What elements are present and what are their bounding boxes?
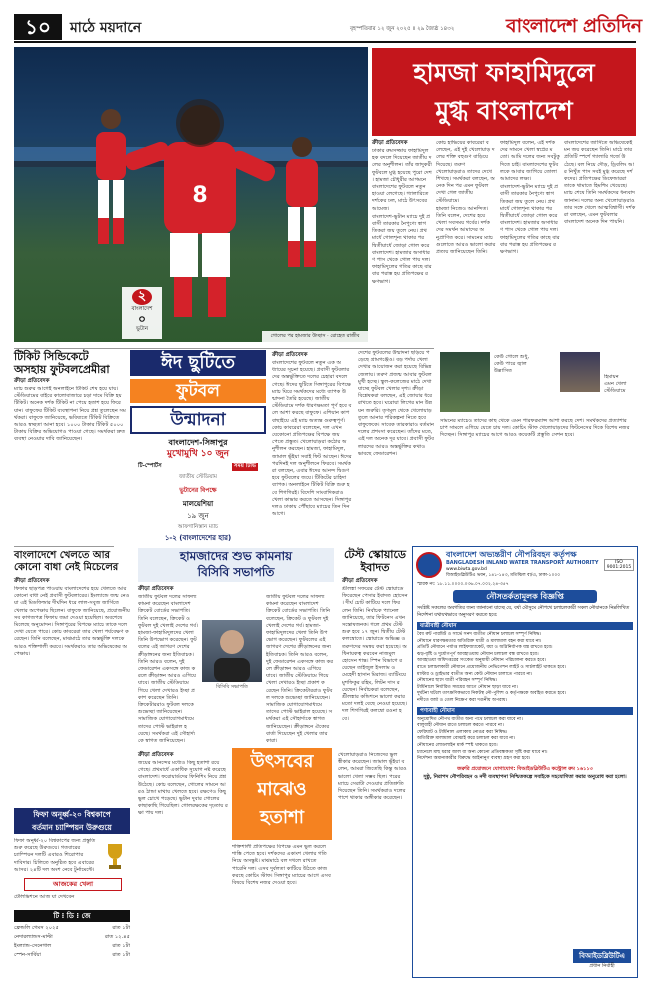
schedule-event: নেদারল্যান্ডস-মাল্টা [14,934,53,940]
ad-item: অনুমোদিত নৌপথ ব্যতীত অন্য পথে চলাচল করা যাবে না। [417,716,523,722]
ad-title: নৌসতর্কতামূলক বিজ্ঞপ্তি [453,590,597,603]
utsab-headline-1: উৎসবের [250,751,314,772]
team-away: ভুটান [136,326,148,332]
migration-body: ফিফার ছাড়পত্র পাওয়ায় বাংলাদেশের হয়ে খেলতে আর কোনো বাধা নেই প্রবাসী ফুটবলারের। ইংল্যান্ডে জন্ম নেওয়া এই মিডফিল্ডার দীর্ঘদিন ধরে লাল-সবুজ জার্সিতে খেলার অপেক্ষায় ছিলেন। বাফুফে জানিয়েছে, প্রয়োজনীয় সব কাগজপত্র ফিফায় জমা দেওয়া হয়েছিল। অবশেষে মিলেছে অনুমোদন। সিঙ্গাপুরের বিপক্ষে ম্যাচে তাকে দলে দেখা যেতে পারে। কোচ কাবরেরা তার খেলা পর্যবেক্ষণ করেছেন। তিনি বলেছেন, মাঝমাঠে তার অন্তর্ভুক্তি দলকে আরও শক্তিশালী করবে। সমর্থকরাও তার অভিষেকের অপেক্ষায়। [14,586,130,657]
eid-match-date: মুখোমুখি ১০ জুন [167,449,229,459]
ad-section-2: পণ্যবাহী নৌযান [417,707,633,715]
ad-item: আবহাওয়া অধিদপ্তরের সংকেত অনুযায়ী নৌযান পরিচালনা করতে হবে। [417,658,546,664]
photo-caption-bar: গোলের পর হামজার উচ্ছাস · রোহেত রাজীব [262,331,368,342]
eid-next-label: মালয়েশিয়া [182,500,214,508]
utsab-body-left: জয়ের আনন্দের মধ্যেও কিছু হতাশা রয়ে গেছে। প্রথমার্ধে একাধিক সুযোগ নষ্ট করেছে বাংলাদেশ। ফরোয়ার্ডদের ফিনিশিং নিয়ে প্রশ্ন উঠেছে। কোচ বলেছেন, গোলের সামনে আরও ঠান্ডা মাথায় খেলতে হবে। রক্ষণেও কিছু ভুল চোখে পড়েছে। ভুটান দুবার গোলের কাছাকাছি গিয়েছিল। গোলরক্ষকের দৃঢ়তায় রক্ষা পায় দল। [138,760,228,817]
ad-item: মাস্টার ও ড্রাইভার ব্যতীত অন্য কেউ নৌযান চালাতে পারবে না। [417,671,533,677]
lead-body-col-3 [500,140,560,348]
utsab-headline-2: মাঝেও [257,779,307,800]
migration-headline-line-2: কোনো বাধা নেই মিচেলের [14,562,119,573]
eid-line-2: ফুটবল [130,379,266,403]
team-home: বাংলাদেশ [131,306,153,312]
photo-credit: রোহেত রাজীব [330,333,360,339]
ad-footer: সুষ্ঠু, নিরাপদ নৌপরিবহন ও নদী ব্যবস্থাপনা নিশ্চিতকল্পে সবাইকে সহযোগিতা করার অনুরোধ করা হলো। [423,773,627,780]
lead-paragraph: হামজা নিজেও আনন্দিত। তিনি বলেন, দেশের হয়ে খেলা সবসময় গর্বের। দর্শকদের সমর্থন আমাদের অনুপ্রাণিত করে। সামনের ম্যাচগুলোতে আরও ভালো করার প্রত্যয় জানিয়েছেন তিনি। [436,205,496,256]
ad-sign [573,949,631,971]
ad-item: নদীতে বর্জ্য ও তেল নিক্ষেপ করা দণ্ডনীয় অপরাধ। [417,697,508,703]
fifa-headline [14,808,130,834]
fifa-body: ফিফা অনূর্ধ্ব-২০ বিশ্বকাপের জন্য প্রস্তুতি শুরু করেছে উরুগুয়ে। গতবারের চ্যাম্পিয়ন দলটি এবারও শিরোপার দাবিদার। চিলিতে অনুষ্ঠিত হবে এবারের আসর। ২৪টি দল অংশ নেবে টুর্নামেন্টে। [14,838,96,873]
ad-item: বালুবাহী নৌযান রাতে চলাচল করতে পারবে না। [417,723,504,729]
today-box-title: টি ⁞ ডি ⁞ জে [14,910,130,922]
score-away: ০ [138,312,146,326]
ad-item: অতিরিক্ত মালামাল বোঝাই করে চলাচল করা যাবে না। [417,736,516,742]
utsab-body-right: খেলোয়াড়রাও নিজেদের ভুল স্বীকার করেছেন। জামাল ভূঁইয়া বলেন, আমরা জিতেছি কিন্তু আরও ভালো খেলা সম্ভব ছিল। পরের ম্যাচে সেরাটা দেওয়ার প্রতিশ্রুতি দিয়েছেন তিনি। সমর্থকরাও দলের পাশে থাকার অঙ্গীকার করেছেন। [338,752,407,802]
svg-text:8: 8 [192,183,208,208]
trophy-icon [102,842,128,872]
ad-item: নৌযানের লোডলাইন মার্ক স্পষ্ট থাকতে হবে। [417,742,498,748]
sponsor-somoy: সময় টিভি [233,463,256,469]
schedule-time: রাত ১টা [112,943,130,949]
biwta-logo-icon [416,552,442,578]
ticket-headline-line-2: অসহায় ফুটবলপ্রেমীরা [14,363,110,376]
side-caption-2: হিমায়ন এমন খেলা স্টেডিয়ামে [604,374,627,395]
col4-body: দেশের ফুটবলের উন্মাদনা ছড়িয়ে পড়েছে গ্রামগঞ্জেও। বড় পর্দায় খেলা দেখার আয়োজন করা হয়েছে বিভিন্ন জেলায়। তরুণ প্রজন্ম আবার ফুটবলমুখী হচ্ছে। স্কুল-কলেজের মাঠে দেখা যাচ্ছে ফুটবল খেলার দৃশ্য। ক্রীড়া বিশ্লেষকরা বলছেন, এই জোয়ার ধরে রাখতে হবে। ঘরোয়া লিগের মান উন্নয়ন জরুরি। তৃণমূল থেকে খেলোয়াড় তুলে আনার পরিকল্পনা নিতে হবে বাফুফেকে। সাবেক তারকারাও বর্তমান দলের প্রশংসা করেছেন। তাঁদের মতে, এই দল অনেক দূর যাবে। প্রবাসী ফুটবলারদের আরও অন্তর্ভুক্তির কথাও ভাবছে ফেডারেশন। [358,350,434,457]
ad-item: চ্যানেলে মাছ ধরার জাল বা অন্য কোনো প্রতিবন্ধকতা সৃষ্টি করা যাবে না। [417,749,548,755]
ad-sign-name: বিআইডব্লিউটিএ [573,949,631,963]
ad-item: ফেরিঘাট ও টার্মিনাল এলাকায় নোঙর করা নিষিদ্ধ। [417,729,508,735]
ad-item: দুর্ঘটনা ঘটলে তাৎক্ষণিকভাবে নিকটস্থ নৌ-পুলিশ ও কর্তৃপক্ষকে অবহিত করতে হবে। [417,691,567,697]
utsab-body-mid: শক্তিশালী প্রতিপক্ষের বিপক্ষে এমন ভুল করলে শাস্তি পেতে হবে। দর্শকদের একাংশ খেলার গতি নিয়ে অসন্তুষ্ট। মাঝমাঠে বল দখলে রাখতে পারেনি দল। এসব দুর্বলতা কাটিয়ে উঠতে কাজ করছে কোচিং স্টাফ। সিঙ্গাপুর ম্যাচের আগে এসব বিষয়ে বিশেষ নজর দেওয়া হবে। [232,844,331,887]
lead-body-col-2 [436,140,496,348]
eid-match: বাংলাদেশ-সিঙ্গাপুর [168,438,228,447]
score-home: ২ [132,289,152,305]
bcb-photo [202,620,262,682]
schedule-row [14,951,130,960]
eid-line-3: উন্মাদনা [130,406,266,434]
lead-body-col-1 [372,148,432,348]
fifa-headline-line-2: বর্তমান চ্যাম্পিয়ন উরুগুয়ে [32,823,112,832]
schedule-time: রাত ১২.৪৫ [104,934,130,940]
lead-paragraph: বাংলাদেশ-ভুটান ম্যাচে দুই প্রবাসী তারকার নৈপুণ্যে স্বাগতিকরা জয় তুলে নেয়। প্রথমার্ধে গোলশূন্য থাকার পর দ্বিতীয়ার্ধে জোড়া গোল করে বাংলাদেশ। হামজার অসাধারণ পাস থেকে গোল পায় দল। ফাহামিদুলের গতির কাছে বারবার পরাস্ত হয় প্রতিপক্ষের রক্ষণভাগ। [500,184,560,256]
test-byline: ক্রীড়া প্রতিবেদক [342,578,378,584]
schedule-row [14,933,130,942]
photo-caption: গোলের পর হামজার উচ্ছাস [270,333,326,339]
schedule-event: ফ্রেন্ডলি গেমস ২০২৫ [14,925,59,931]
bcb-headline-line-2: বিসিবি সভাপতি [197,565,275,579]
midcol-byline: ক্রীড়া প্রতিবেদক [272,352,308,358]
eid-next-date: ১৯ জুন [187,512,209,520]
paper-name: বাংলাদেশ প্রতিদিন [506,15,642,37]
eid-sponsors [138,463,258,471]
lead-paragraph: বাংলাদেশের জার্সিতে অভিষেকেই মন জয় করেছেন তিনি। মাঠে তার প্রতিটি স্পর্শে গ্যালারি গর্জে উঠেছে। বল নিয়ে দৌড়, ড্রিবলিং আর নিখুঁত পাস সবই মুগ্ধ করেছে দর্শকদের। প্রতিপক্ষের ডিফেন্ডাররা তাকে থামাতে হিমশিম খেয়েছে। ম্যাচ শেষে তিনি সমর্থকদের ধন্যবাদ জানান। দলের অন্য খেলোয়াড়রাও তার সঙ্গে খেলে আত্মবিশ্বাসী। দর্শকরা বলছেন, এমন ফুটবলার বাংলাদেশ অনেক দিন পায়নি। [564,140,636,226]
ad-item: টার্মিনালে নির্ধারিত সময়ের আগে নৌযান ছাড়া যাবে না। [417,684,518,690]
bcb-photo-caption: বিসিবি সভাপতি [216,684,248,690]
ad-address: বিআইডব্লিউটিএ ভবন, ১৪১-১৪৩, মতিঝিল বা/এ, ঢাকা-১০০০ [446,573,561,578]
ad-iso: ISO 9001:2015 [604,559,634,571]
lead-headline-line-2: মুগ্ধ বাংলাদেশ [435,96,573,125]
eid-last-score: ১-২ (বাংলাদেশের হার) [164,534,232,542]
eid-promo [130,350,266,540]
side-caption-1: কেউ গোলে শুধু, কেউ পারে জ্বাল উল্লাসিত [494,354,530,375]
ad-sign-title: প্রধান নির্বাহী [589,963,615,969]
side-photo [440,352,490,412]
ad-helpline: জরুরি প্রয়োজনে যোগাযোগ: বিআইডব্লিউটিএ কন্ট্রোল রুম ১৬১১৩ [457,765,593,772]
lead-paragraph: বাংলাদেশ-ভুটান ম্যাচে দুই প্রবাসী তারকার নৈপুণ্যে স্বাগতিকরা জয় তুলে নেয়। প্রথমার্ধে গোলশূন্য থাকার পর দ্বিতীয়ার্ধে জোড়া গোল করে বাংলাদেশ। হামজার অসাধারণ পাস থেকে গোল পায় দল। ফাহামিদুলের গতির কাছে বারবার পরাস্ত হয় প্রতিপক্ষের রক্ষণভাগ। [372,213,432,285]
biwta-ad [412,546,638,978]
ad-item: নৌযানে ধারণক্ষমতার অতিরিক্ত যাত্রী ও মালামাল বহন করা যাবে না। [417,638,542,644]
ad-org-bn: বাংলাদেশ অভ্যন্তরীণ নৌপরিবহন কর্তৃপক্ষ [446,550,577,559]
page-number: ১০ [25,15,51,39]
lead-paragraph: ঢাকার রুমসজ্জায় ফাহামিদুল হক বদলে দিয়েছেন জাতীয় দলের অনুশীলন। তাঁর জাদুকরী ফুটবলে মুগ্ধ হয়েছে পুরো দেশ। হামজা চৌধুরীর আগমনে বাংলাদেশের ফুটবলে নতুন হাওয়া লেগেছে। গ্যালারিতে দর্শকের ঢল, মাঠে উৎসবের আমেজ। [372,148,432,212]
eid-last-label: আফগানিস্তান ম্যাচ [177,524,219,530]
migration-headline-line-1: বাংলাদেশে খেলতে আর [14,550,111,561]
today-label: আজকের খেলা [24,878,122,891]
scoreboard [122,287,162,339]
ad-ref: স্মারক নং: ১৮.১১.০০০০.০৩৬.০৭.০০২.২৪-৩৫৭ [417,582,509,587]
today-schedule [14,924,130,960]
ad-header [413,547,637,582]
today-body: টেলিভিশনে আজ যা দেখবেন [14,894,75,900]
test-body: শ্রীলঙ্কা সফরের টেস্ট স্কোয়াডে ফিরেছেন পেসার ইবাদত হোসেন। দীর্ঘ চোট কাটিয়ে দলে ফিরলেন তিনি। নির্বাচক প্যানেল জানিয়েছে, তার ফিটনেস এখন সন্তোষজনক। গলে প্রথম টেস্ট শুরু হবে ১৭ জুন। দ্বিতীয় টেস্ট কলম্বোতে। স্কোয়াডে অভিজ্ঞ ও তরুণদের সমন্বয় করা হয়েছে। অধিনায়কত্ব করবেন নাজমুল হোসেন শান্ত। স্পিন বিভাগে রয়েছেন তাইজুল ইসলাম ও মেহেদী হাসান মিরাজ। ব্যাটিংয়ে মুশফিকুর রহিম, লিটন দাস রয়েছেন। নির্বাচকরা বলেছেন, শ্রীলঙ্কার কন্ডিশনে ভালো করার মতো দলই বেছে নেওয়া হয়েছে। দল শিগগিরই কলম্বো রওনা হবে। [342,586,408,722]
bcb-byline: ক্রীড়া প্রতিবেদক [138,586,174,592]
eid-venue: জাতীয় স্টেডিয়াম [179,474,217,480]
utsab-byline: ক্রীড়া প্রতিবেদক [138,752,174,758]
issue-date: বৃহস্পতিবার ১২ জুন ২০২৫ ॥ ২৯ জ্যৈষ্ঠ ১৪৩২ [350,26,455,32]
ad-item: ঝড়-বৃষ্টি ও দুর্যোগপূর্ণ আবহাওয়ায় নৌযান চলাচল বন্ধ রাখতে হবে। [417,651,539,657]
ad-item: নৌযানের ছাদে যাত্রী পরিবহন সম্পূর্ণ নিষিদ্ধ। [417,678,498,684]
ad-item: বৈধ রুট পারমিট ও সার্ভে সনদ ব্যতীত নৌযান চলাচল সম্পূর্ণ নিষিদ্ধ। [417,632,542,637]
schedule-event: ইংল্যান্ড-সেনেগাল [14,943,52,949]
rule [14,546,114,547]
bcb-body-2: জাতীয় ফুটবল দলের সাফল্য কামনা করেছেন বাংলাদেশ ক্রিকেট বোর্ডের সভাপতি। তিনি বলেছেন, ক্রিকেট ও ফুটবল দুই খেলাই দেশের গর্ব। হামজা-ফাহামিদুলদের খেলা তিনি উপভোগ করেছেন। ফুটবলের এই জাগরণ দেশের ক্রীড়াঙ্গনের জন্য ইতিবাচক। তিনি আরও বলেন, দুই ফেডারেশন একসঙ্গে কাজ করলে ক্রীড়াঙ্গন আরও এগিয়ে যাবে। জাতীয় স্টেডিয়ামে গিয়ে খেলা দেখারও ইচ্ছা প্রকাশ করেছেন তিনি। ক্রিকেটাররাও ফুটবল দলকে শুভেচ্ছা জানিয়েছেন। সামাজিক যোগাযোগমাধ্যমে তাদের পোস্ট ভাইরাল হয়েছে। সমর্থকরা এই সৌহার্দ্যকে স্বাগত জানিয়েছেন। ক্রীড়াঙ্গনে ঐক্যের বার্তা দিয়েছেন দুই খেলার তারকারা। [266,594,334,744]
lead-body-col-4 [564,140,636,348]
lead-paragraph: কোচ হাভিয়ের কাবরেরা বলেছেন, এই দুই খেলোয়াড় দলের শক্তি বহুগুণ বাড়িয়ে দিয়েছে। তরুণ খেলোয়াড়রাও তাদের দেখে শিখছে। সমর্থকরা বলছেন, অনেক দিন পর এমন ফুটবল দেখা গেল জাতীয় স্টেডিয়ামে। [436,140,495,204]
migration-byline: ক্রীড়া প্রতিবেদক [14,578,50,584]
lead-body-continued: সামনের ম্যাচেও তাদের কাছ থেকে এমন পারফরম্যান্স আশা করছে দেশ। সমর্থকদের প্রত্যাশার চাপ সামলে এগিয়ে যেতে চায় দল। কোচিং স্টাফ খেলোয়াড়দের ফিটনেসের দিকে বিশেষ নজর দিচ্ছেন। সিঙ্গাপুর ম্যাচের আগে আরও কয়েকটি প্রস্তুতি সেশন হবে। [440,418,630,439]
ticket-body: ম্যাচ শুরুর আগেই অনলাইনে টিকিট শেষ হয়ে যায়। স্টেডিয়ামের বাইরে কালোবাজারে চড়া দামে বিক্রি হয় টিকিট। অনেক দর্শক টিকিট না পেয়ে হতাশ হয়ে ফিরে যান। বাফুফের টিকিট ব্যবস্থাপনা নিয়ে প্রশ্ন তুলেছেন সমর্থকরা। বাফুফে জানিয়েছে, ভবিষ্যতে টিকিট বিক্রিতে আরও স্বচ্ছতা আনা হবে। ১০০০ টাকার টিকিট ৫০০০ টাকায় বিক্রির অভিযোগও পাওয়া গেছে। সমর্থকরা দ্রুত ব্যবস্থা নেওয়ার দাবি জানিয়েছেন। [14,386,126,443]
players-illustration [14,47,368,342]
ad-item: নির্দেশনা অমান্যকারীর বিরুদ্ধে আইনানুগ ব্যবস্থা গ্রহণ করা হবে। [417,756,531,762]
side-photo-2 [560,352,600,392]
person-icon [202,620,262,682]
utsab-headline-3: হতাশা [259,807,305,828]
migration-headline [14,550,134,574]
bcb-headline-line-1: হামজাদের শুভ কামনায় [179,549,293,563]
schedule-row [14,924,130,933]
eid-note: ভুটানের বিপক্ষে [179,487,217,494]
ad-section-1: যাত্রীবাহী নৌযান [417,622,633,630]
masthead-rule [14,41,636,43]
eid-line-1: ঈদ ছুটিতে [130,350,266,376]
lead-headline-line-1: হামজা ফাহামিদুলে [413,58,595,87]
schedule-row [14,942,130,951]
sponsor-tsports: টি-স্পোর্টস [138,463,162,469]
ad-item: রাতে চলাচলকারী নৌযানে প্রয়োজনীয় নেভিগেশন লাইট ও সার্চলাইট থাকতে হবে। [417,664,566,670]
bcb-headline [138,548,334,582]
bcb-body-1: জাতীয় ফুটবল দলের সাফল্য কামনা করেছেন বাংলাদেশ ক্রিকেট বোর্ডের সভাপতি। তিনি বলেছেন, ক্রিকেট ও ফুটবল দুই খেলাই দেশের গর্ব। হামজা-ফাহামিদুলদের খেলা তিনি উপভোগ করেছেন। ফুটবলের এই জাগরণ দেশের ক্রীড়াঙ্গনের জন্য ইতিবাচক। তিনি আরও বলেন, দুই ফেডারেশন একসঙ্গে কাজ করলে ক্রীড়াঙ্গন আরও এগিয়ে যাবে। জাতীয় স্টেডিয়ামে গিয়ে খেলা দেখারও ইচ্ছা প্রকাশ করেছেন তিনি। ক্রিকেটাররাও ফুটবল দলকে শুভেচ্ছা জানিয়েছেন। সামাজিক যোগাযোগমাধ্যমে তাদের পোস্ট ভাইরাল হয়েছে। সমর্থকরা এই সৌহার্দ্যকে স্বাগত জানিয়েছেন। [138,594,198,744]
test-headline-line-1: টেস্ট স্কোয়াডে [343,548,407,561]
ticket-headline-line-1: টিকিট সিন্ডিকেটে [14,350,89,363]
schedule-event: স্পেন-সার্বিয়া [14,952,41,958]
test-headline-line-2: ইবাদত [360,561,390,574]
ad-item: প্রতিটি নৌযানে পর্যাপ্ত লাইফজ্যাকেট, বয়া ও অগ্নিনির্বাপক যন্ত্র রাখতে হবে। [417,645,553,651]
ticket-byline: ক্রীড়া প্রতিবেদক [14,378,50,384]
ad-org-en: BANGLADESH INLAND WATER TRANSPORT AUTHORITY [446,560,599,566]
page-number-box [14,14,62,40]
rule [14,348,434,349]
utsab-box [232,748,332,840]
lead-headline [372,48,636,136]
ad-intro: সংশ্লিষ্ট সকলের অবগতির জন্য জানানো যাচ্ছে যে, বর্ষা মৌসুমে নৌপথে চলাচলকারী সকল নৌযানকে নিম্নলিখিত নির্দেশনা যথাযথভাবে অনুসরণ করতে হবে: [417,606,630,618]
ticket-headline [14,350,124,376]
schedule-time: রাত ১টা [112,952,130,958]
schedule-time: রাত ১টা [112,925,130,931]
midcol-body: বাংলাদেশের ফুটবলে নতুন এক অধ্যায়ের সূচনা হয়েছে। প্রবাসী ফুটবলারদের অন্তর্ভুক্তিতে দলের চেহারা বদলে গেছে। ঈদের ছুটিতে সিঙ্গাপুরের বিপক্ষে ম্যাচ ঘিরে সমর্থকদের মধ্যে ব্যাপক উন্মাদনা তৈরি হয়েছে। জাতীয় স্টেডিয়ামে দর্শক ধারণক্ষমতা পূর্ণ হবে বলে আশা করছে বাফুফে। এশিয়ান কাপ বাছাইয়ে এই ম্যাচ অত্যন্ত গুরুত্বপূর্ণ। কোচ কাবরেরা বলেছেন, দল এখন যেকোনো প্রতিপক্ষের বিপক্ষে জয় পেতে প্রস্তুত। খেলোয়াড়রা কঠোর অনুশীলন করছেন। হামজা, ফাহামিদুল, জামাল ভূঁইয়া সবাই ফিট আছেন। ঈদের পরদিনই দল অনুশীলনে ফিরবে। সমর্থকরা বলছেন, এবার ঈদের আনন্দ দ্বিগুণ হবে ফুটবলের জয়ে। টিকিটের চাহিদা ব্যাপক। অনলাইনে টিকিট বিক্রি শুরু হবে শিগগিরই। বিদেশি সাংবাদিকরাও খেলা কাভার করতে আসছেন। সিঙ্গাপুর দলও ঢাকায় পৌঁছাবে ম্যাচের তিন দিন আগে। [272,360,352,518]
ad-website: www.biwta.gov.bd [446,567,487,572]
masthead [0,0,650,42]
lead-byline: ক্রীড়া প্রতিবেদক [372,140,408,146]
section-label: মাঠে ময়দানে [70,20,142,36]
fifa-headline-line-1: ফিফা অনূর্ধ্ব-২০ বিশ্বকাপে [33,810,111,819]
lead-photo [14,47,368,342]
lead-paragraph: ফাহামিদুল বলেন, এই দর্শকদের সামনে খেলা স্বপ্নের মতো। আমি দলের জন্য সবটুকু দিতে চাই। বাংলাদেশের ফুটবলকে আবার জাগিয়ে তোলা আমাদের লক্ষ্য। [500,140,560,183]
test-headline [342,548,408,574]
